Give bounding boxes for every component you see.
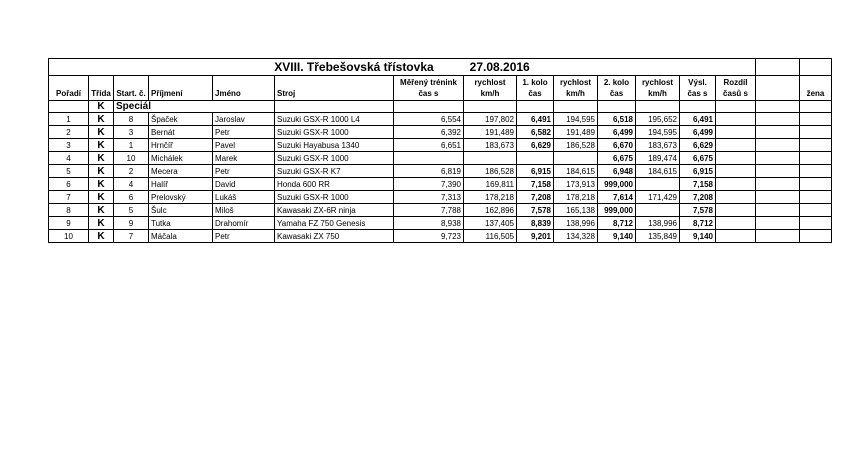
cell-trida: K xyxy=(89,230,114,243)
section-row xyxy=(49,101,832,113)
cell-zena xyxy=(800,204,832,217)
cell-vysledek: 7,578 xyxy=(680,204,716,217)
cell-start: 7 xyxy=(114,230,149,243)
header-kolo-1-unit: čas xyxy=(517,88,554,101)
cell-jmeno: Marek xyxy=(213,152,275,165)
cell-kolo-2: 999,000 xyxy=(598,204,636,217)
cell-stroj: Suzuki Hayabusa 1340 xyxy=(275,139,394,152)
header-cell xyxy=(89,76,114,89)
cell-stroj: Yamaha FZ 750 Genesis xyxy=(275,217,394,230)
cell-rychlost-1: 186,528 xyxy=(464,165,517,178)
cell-start: 4 xyxy=(114,178,149,191)
cell-rozdil xyxy=(716,165,756,178)
cell-vysledek: 9,140 xyxy=(680,230,716,243)
section-cell xyxy=(554,101,598,113)
cell-poradi: 1 xyxy=(49,113,89,126)
cell-vysledek: 6,491 xyxy=(680,113,716,126)
cell-jmeno: Drahomír xyxy=(213,217,275,230)
cell-prijmeni: Prelovský xyxy=(149,191,213,204)
cell-kolo-2: 6,518 xyxy=(598,113,636,126)
cell-kolo-1: 6,491 xyxy=(517,113,554,126)
cell-empty xyxy=(756,178,800,191)
header-row-2 xyxy=(49,88,832,101)
cell-rychlost-2: 186,528 xyxy=(554,139,598,152)
cell-stroj: Honda 600 RR xyxy=(275,178,394,191)
cell-vysledek: 6,629 xyxy=(680,139,716,152)
cell-kolo-2: 6,675 xyxy=(598,152,636,165)
cell-rozdil xyxy=(716,152,756,165)
cell-trida: K xyxy=(89,191,114,204)
section-cell xyxy=(49,101,89,113)
cell-prijmeni: Máčala xyxy=(149,230,213,243)
cell-stroj: Suzuki GSX-R 1000 xyxy=(275,126,394,139)
cell-vysledek: 6,915 xyxy=(680,165,716,178)
page-title xyxy=(49,59,756,76)
cell-rychlost-1: 191,489 xyxy=(464,126,517,139)
cell-rychlost-1: 162,896 xyxy=(464,204,517,217)
cell-prijmeni: Šulc xyxy=(149,204,213,217)
cell-poradi: 5 xyxy=(49,165,89,178)
cell-empty xyxy=(756,230,800,243)
cell-kolo-1: 7,208 xyxy=(517,191,554,204)
cell-empty xyxy=(756,126,800,139)
cell-rychlost-3 xyxy=(636,178,680,191)
cell-jmeno: Jaroslav xyxy=(213,113,275,126)
table-row xyxy=(49,126,832,139)
cell-trida: K xyxy=(89,152,114,165)
cell-zena xyxy=(800,139,832,152)
table-row xyxy=(49,165,832,178)
cell-rychlost-3: 138,996 xyxy=(636,217,680,230)
table-row xyxy=(49,139,832,152)
cell-kolo-2: 8,712 xyxy=(598,217,636,230)
header-cell xyxy=(114,76,149,89)
cell-jmeno: Petr xyxy=(213,126,275,139)
cell-jmeno: David xyxy=(213,178,275,191)
cell-jmeno: Lukáš xyxy=(213,191,275,204)
cell-trida: K xyxy=(89,165,114,178)
header-cell xyxy=(756,76,800,89)
cell-rozdil xyxy=(716,178,756,191)
cell-trenink: 7,313 xyxy=(394,191,464,204)
cell-zena xyxy=(800,178,832,191)
cell-rozdil xyxy=(716,191,756,204)
section-cell xyxy=(756,101,800,113)
cell-prijmeni: Špaček xyxy=(149,113,213,126)
cell-stroj: Suzuki GSX-R 1000 L4 xyxy=(275,113,394,126)
cell-prijmeni: Bernát xyxy=(149,126,213,139)
empty-cell xyxy=(800,59,832,76)
header-trida: Třída xyxy=(89,88,114,101)
cell-empty xyxy=(756,139,800,152)
cell-poradi: 10 xyxy=(49,230,89,243)
cell-rychlost-3: 195,652 xyxy=(636,113,680,126)
header-poradi: Pořadí xyxy=(49,88,89,101)
cell-rychlost-1: 183,673 xyxy=(464,139,517,152)
cell-jmeno: Petr xyxy=(213,165,275,178)
cell-kolo-2: 9,140 xyxy=(598,230,636,243)
cell-rozdil xyxy=(716,230,756,243)
header-rychlost-1-unit: km/h xyxy=(464,88,517,101)
cell-kolo-2: 7,614 xyxy=(598,191,636,204)
cell-kolo-1: 6,582 xyxy=(517,126,554,139)
header-rychlost-1: rychlost xyxy=(464,76,517,89)
cell-kolo-2: 6,670 xyxy=(598,139,636,152)
cell-rychlost-2: 134,328 xyxy=(554,230,598,243)
cell-vysledek: 6,499 xyxy=(680,126,716,139)
table-row xyxy=(49,152,832,165)
header-start: Start. č. xyxy=(114,88,149,101)
cell-vysledek: 7,208 xyxy=(680,191,716,204)
cell-rychlost-3: 184,615 xyxy=(636,165,680,178)
header-vysledek-unit: čas s xyxy=(680,88,716,101)
table-row xyxy=(49,204,832,217)
cell-jmeno: Miloš xyxy=(213,204,275,217)
cell-stroj: Suzuki GSX-R K7 xyxy=(275,165,394,178)
header-row-1 xyxy=(49,76,832,89)
cell-stroj: Kawasaki ZX-6R ninja xyxy=(275,204,394,217)
section-class: K xyxy=(89,101,114,113)
cell-rychlost-1: 137,405 xyxy=(464,217,517,230)
cell-kolo-1 xyxy=(517,152,554,165)
section-cell xyxy=(598,101,636,113)
cell-empty xyxy=(756,152,800,165)
cell-trenink: 8,938 xyxy=(394,217,464,230)
cell-empty xyxy=(756,217,800,230)
table-row xyxy=(49,230,832,243)
cell-empty xyxy=(756,204,800,217)
cell-trida: K xyxy=(89,139,114,152)
cell-zena xyxy=(800,191,832,204)
header-cell xyxy=(275,76,394,89)
cell-kolo-2: 6,948 xyxy=(598,165,636,178)
header-cell xyxy=(49,76,89,89)
cell-kolo-1: 9,201 xyxy=(517,230,554,243)
cell-trida: K xyxy=(89,113,114,126)
cell-rozdil xyxy=(716,204,756,217)
cell-trida: K xyxy=(89,178,114,191)
cell-prijmeni: Mecera xyxy=(149,165,213,178)
cell-trida: K xyxy=(89,217,114,230)
cell-rychlost-3: 135,849 xyxy=(636,230,680,243)
section-cell xyxy=(394,101,464,113)
cell-trenink: 6,554 xyxy=(394,113,464,126)
cell-rozdil xyxy=(716,113,756,126)
cell-rychlost-2: 191,489 xyxy=(554,126,598,139)
header-cell xyxy=(149,76,213,89)
cell-rychlost-2: 184,615 xyxy=(554,165,598,178)
cell-trenink: 7,390 xyxy=(394,178,464,191)
cell-zena xyxy=(800,152,832,165)
cell-rychlost-3 xyxy=(636,204,680,217)
cell-rychlost-2: 165,138 xyxy=(554,204,598,217)
header-rychlost-3-unit: km/h xyxy=(636,88,680,101)
cell-kolo-1: 7,578 xyxy=(517,204,554,217)
header-kolo-2-unit: čas xyxy=(598,88,636,101)
event-date: 27.08.2016 xyxy=(469,59,530,74)
section-cell xyxy=(680,101,716,113)
cell-rychlost-2: 194,595 xyxy=(554,113,598,126)
cell-rychlost-2 xyxy=(554,152,598,165)
cell-zena xyxy=(800,113,832,126)
section-cell xyxy=(275,101,394,113)
cell-rozdil xyxy=(716,217,756,230)
cell-prijmeni: Hrnčíř xyxy=(149,139,213,152)
cell-start: 2 xyxy=(114,165,149,178)
cell-trenink: 6,651 xyxy=(394,139,464,152)
cell-poradi: 2 xyxy=(49,126,89,139)
header-vysledek: Výsl. xyxy=(680,76,716,89)
cell-rozdil xyxy=(716,126,756,139)
cell-zena xyxy=(800,126,832,139)
cell-vysledek: 6,675 xyxy=(680,152,716,165)
cell-rychlost-1: 116,505 xyxy=(464,230,517,243)
event-title: XVIII. Třebešovská třístovka xyxy=(274,59,434,74)
header-zena: žena xyxy=(800,88,832,101)
cell-poradi: 6 xyxy=(49,178,89,191)
cell-trida: K xyxy=(89,126,114,139)
table-row xyxy=(49,217,832,230)
cell-stroj: Suzuki GSX-R 1000 xyxy=(275,191,394,204)
cell-kolo-1: 6,629 xyxy=(517,139,554,152)
cell-empty xyxy=(756,113,800,126)
cell-kolo-1: 8,839 xyxy=(517,217,554,230)
section-cell xyxy=(517,101,554,113)
cell-poradi: 8 xyxy=(49,204,89,217)
cell-rychlost-3: 189,474 xyxy=(636,152,680,165)
cell-rychlost-1: 197,802 xyxy=(464,113,517,126)
section-cell xyxy=(800,101,832,113)
cell-rychlost-1: 178,218 xyxy=(464,191,517,204)
cell-rychlost-3: 183,673 xyxy=(636,139,680,152)
header-rychlost-2: rychlost xyxy=(554,76,598,89)
header-kolo-2: 2. kolo xyxy=(598,76,636,89)
cell-poradi: 9 xyxy=(49,217,89,230)
cell-trenink: 6,392 xyxy=(394,126,464,139)
cell-trenink: 7,788 xyxy=(394,204,464,217)
section-cell xyxy=(636,101,680,113)
header-jmeno: Jméno xyxy=(213,88,275,101)
cell-zena xyxy=(800,230,832,243)
cell-trenink: 6,819 xyxy=(394,165,464,178)
header-cell xyxy=(800,76,832,89)
header-cell xyxy=(756,88,800,101)
cell-prijmeni: Halíř xyxy=(149,178,213,191)
cell-prijmeni: Michálek xyxy=(149,152,213,165)
header-stroj: Stroj xyxy=(275,88,394,101)
cell-trenink xyxy=(394,152,464,165)
cell-stroj: Kawasaki ZX 750 xyxy=(275,230,394,243)
cell-vysledek: 7,158 xyxy=(680,178,716,191)
header-rychlost-3: rychlost xyxy=(636,76,680,89)
results-table xyxy=(48,58,832,243)
table-row xyxy=(49,191,832,204)
cell-kolo-1: 7,158 xyxy=(517,178,554,191)
cell-start: 9 xyxy=(114,217,149,230)
cell-stroj: Suzuki GSX-R 1000 xyxy=(275,152,394,165)
cell-rychlost-1 xyxy=(464,152,517,165)
cell-poradi: 3 xyxy=(49,139,89,152)
title-row xyxy=(49,59,832,76)
header-trenink: Měřený trénink xyxy=(394,76,464,89)
cell-jmeno: Petr xyxy=(213,230,275,243)
header-rychlost-2-unit: km/h xyxy=(554,88,598,101)
cell-start: 10 xyxy=(114,152,149,165)
header-rozdil-unit: časů s xyxy=(716,88,756,101)
cell-rychlost-3: 194,595 xyxy=(636,126,680,139)
cell-start: 1 xyxy=(114,139,149,152)
section-cell xyxy=(716,101,756,113)
cell-rychlost-3: 171,429 xyxy=(636,191,680,204)
cell-empty xyxy=(756,191,800,204)
empty-cell xyxy=(756,59,800,76)
cell-start: 6 xyxy=(114,191,149,204)
header-trenink-unit: čas s xyxy=(394,88,464,101)
header-cell xyxy=(213,76,275,89)
cell-zena xyxy=(800,217,832,230)
cell-rychlost-2: 178,218 xyxy=(554,191,598,204)
cell-rozdil xyxy=(716,139,756,152)
cell-rychlost-1: 169,811 xyxy=(464,178,517,191)
cell-zena xyxy=(800,165,832,178)
cell-poradi: 7 xyxy=(49,191,89,204)
cell-start: 5 xyxy=(114,204,149,217)
section-cell xyxy=(213,101,275,113)
table-row xyxy=(49,178,832,191)
cell-vysledek: 8,712 xyxy=(680,217,716,230)
cell-poradi: 4 xyxy=(49,152,89,165)
header-prijmeni: Příjmení xyxy=(149,88,213,101)
cell-jmeno: Pavel xyxy=(213,139,275,152)
cell-trenink: 9,723 xyxy=(394,230,464,243)
cell-rychlost-2: 138,996 xyxy=(554,217,598,230)
header-kolo-1: 1. kolo xyxy=(517,76,554,89)
cell-kolo-1: 6,915 xyxy=(517,165,554,178)
cell-start: 8 xyxy=(114,113,149,126)
cell-kolo-2: 6,499 xyxy=(598,126,636,139)
cell-rychlost-2: 173,913 xyxy=(554,178,598,191)
section-name: Speciál xyxy=(114,101,213,113)
cell-start: 3 xyxy=(114,126,149,139)
cell-empty xyxy=(756,165,800,178)
cell-kolo-2: 999,000 xyxy=(598,178,636,191)
cell-trida: K xyxy=(89,204,114,217)
header-rozdil: Rozdíl xyxy=(716,76,756,89)
section-cell xyxy=(464,101,517,113)
cell-prijmeni: Tutka xyxy=(149,217,213,230)
table-row xyxy=(49,113,832,126)
